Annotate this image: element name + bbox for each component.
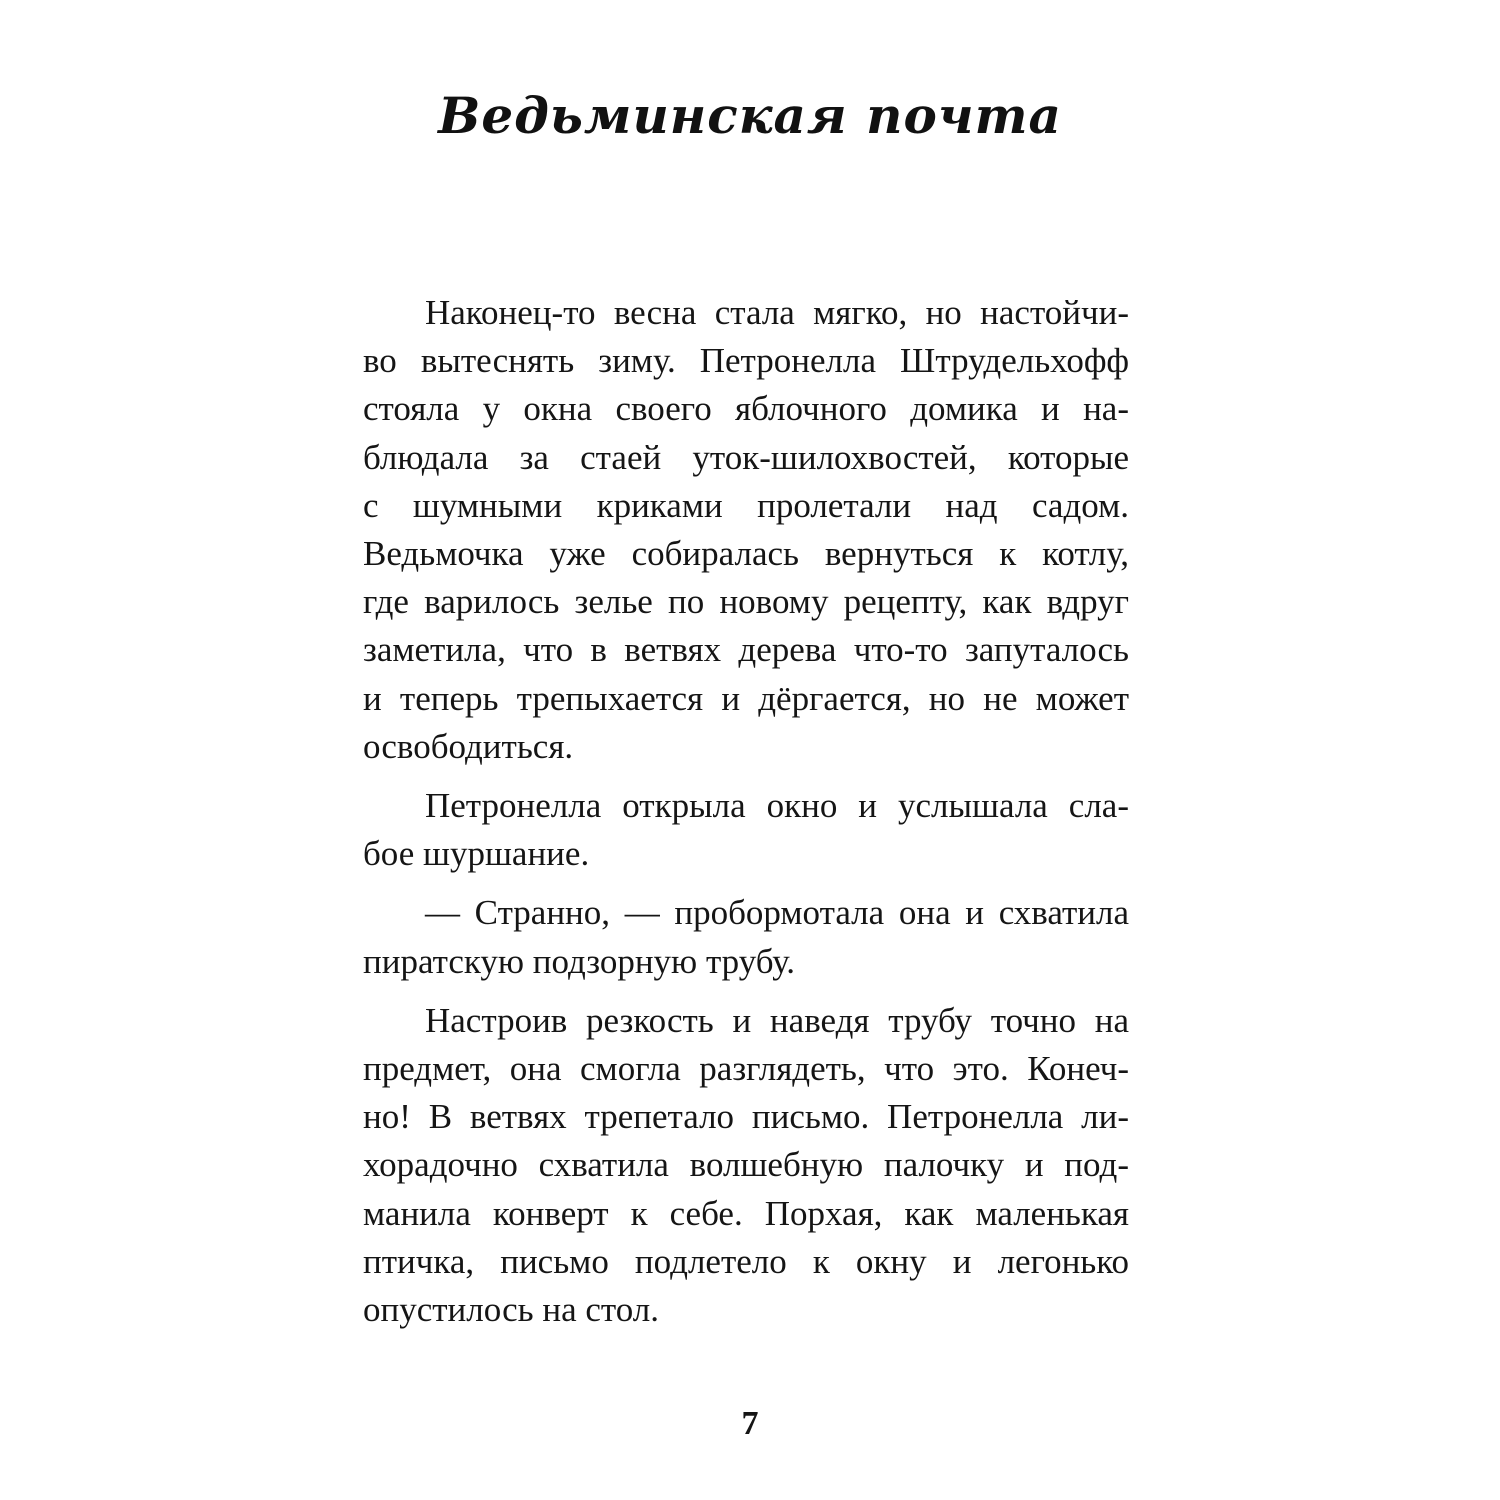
page-number: 7 <box>741 1405 759 1442</box>
chapter-title: Ведьминская почта <box>438 86 1062 145</box>
text-line: бое шуршание. <box>363 834 590 874</box>
text-line: и теперь трепыхается и дёргается, но не может <box>363 678 1129 718</box>
text-line: заметила, что в ветвях дерева что-то запуталось <box>363 630 1129 670</box>
body-text <box>363 289 1129 1345</box>
text-line: где варилось зелье по новому рецепту, как вдруг <box>363 582 1129 622</box>
text-line: но! В ветвях трепетало письмо. Петронелла ли- <box>363 1097 1129 1137</box>
text-line: с шумными криками пролетали над садом. <box>363 485 1129 525</box>
text-line: Настроив резкость и наведя трубу точно на <box>425 1000 1129 1040</box>
text-line: опустилось на стол. <box>363 1290 660 1330</box>
text-line: стояла у окна своего яблочного домика и на- <box>363 389 1129 429</box>
text-line: хорадочно схватила волшебную палочку и под- <box>363 1145 1129 1185</box>
text-line: — Странно, — пробормотала она и схватила <box>425 893 1129 933</box>
text-line: освободиться. <box>363 726 574 766</box>
text-line: Петронелла открыла окно и услышала сла- <box>425 786 1129 826</box>
text-line: блюдала за стаей уток-шилохвостей, которые <box>363 437 1129 477</box>
paragraph <box>363 997 1129 1334</box>
text-line: птичка, письмо подлетело к окну и легонько <box>363 1241 1129 1281</box>
paragraph <box>363 289 1129 771</box>
text-line: пиратскую подзорную трубу. <box>363 941 795 981</box>
text-line: манила конверт к себе. Порхая, как маленькая <box>363 1193 1129 1233</box>
paragraph <box>363 782 1129 878</box>
text-line: Ведьмочка уже собиралась вернуться к котлу, <box>363 534 1129 574</box>
text-line: Наконец-то весна стала мягко, но настойчи- <box>425 293 1129 332</box>
text-line: предмет, она смогла разглядеть, что это. Конеч- <box>363 1049 1129 1089</box>
text-line: во вытеснять зиму. Петронелла Штрудельхофф <box>363 341 1129 381</box>
paragraph <box>363 889 1129 985</box>
